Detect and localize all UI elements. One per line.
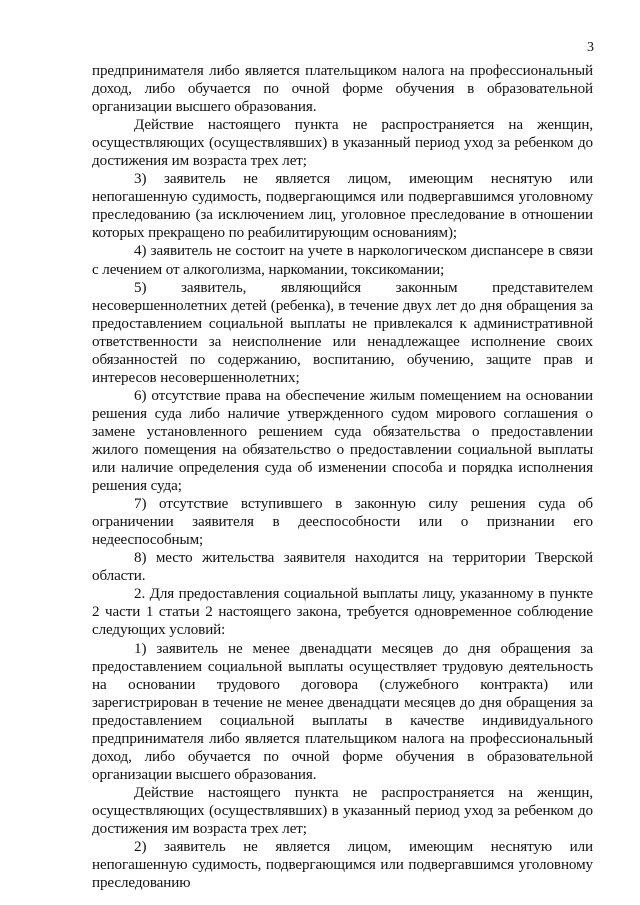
paragraph-section-2-exception-note: Действие настоящего пункта не распространяется на женщин, осуществляющих (осуществлявших) в указанный период уход за ребенком до достижения им возраста трех лет;	[92, 784, 593, 837]
paragraph-exception-note: Действие настоящего пункта не распространяется на женщин, осуществляющих (осуществлявших) в указанный период уход за ребенком до достижения им возраста трех лет;	[92, 117, 593, 170]
paragraph-condition-3: 3) заявитель не является лицом, имеющим неснятую или непогашенную судимость, подвергающимся или подвергавшимся уголовному преследованию (за исключением лиц, уголовное преследование в отношении которых прекращено по реабилитирующим основаниям);	[92, 171, 593, 242]
paragraph-section-2-condition-2: 2) заявитель не является лицом, имеющим неснятую или непогашенную судимость, подвергающимся или подвергавшимся уголовному преследованию	[92, 839, 593, 892]
paragraph-condition-8: 8) место жительства заявителя находится на территории Тверской области.	[92, 550, 593, 585]
paragraph-condition-5: 5) заявитель, являющийся законным представителем несовершеннолетних детей (ребенка), в течение двух лет до дня обращения за предоставлением социальной выплаты не привлекался к административной ответственности за неисполнение или ненадлежащее исполнение своих обязанностей по содержанию, воспитанию, обучению, защите прав и интересов несовершеннолетних;	[92, 279, 593, 386]
page-number: 3	[587, 40, 594, 55]
paragraph-section-2: 2. Для предоставления социальной выплаты лицу, указанному в пункте 2 части 1 статьи 2 настоящего закона, требуется одновременное соблюдение следующих условий:	[92, 586, 593, 639]
paragraph-continuation: предпринимателя либо является плательщиком налога на профессиональный доход, либо обучается по очной форме обучения в образовательной организации высшего образования.	[92, 63, 593, 116]
paragraph-condition-7: 7) отсутствие вступившего в законную силу решения суда об ограничении заявителя в дееспособности или о признании его недееспособным;	[92, 496, 593, 549]
document-body	[92, 62, 593, 892]
paragraph-condition-4: 4) заявитель не состоит на учете в наркологическом диспансере в связи с лечением от алкоголизма, наркомании, токсикомании;	[92, 243, 593, 278]
paragraph-section-2-condition-1: 1) заявитель не менее двенадцати месяцев до дня обращения за предоставлением социальной выплаты осуществляет трудовую деятельность на основании трудового договора (служебного контракта) или зарегистрирован в течение не менее двенадцати месяцев до дня обращения за предоставлением социальной выплаты в качестве индивидуального предпринимателя либо является плательщиком налога на профессиональный доход, либо обучается по очной форме обучения в образовательной организации высшего образования.	[92, 640, 593, 783]
paragraph-condition-6: 6) отсутствие права на обеспечение жилым помещением на основании решения суда либо наличие утвержденного судом мирового соглашения о замене установленного решением суда обязательства о предоставлении жилого помещения на обязательство о предоставлении социальной выплаты или наличие определения суда об изменении способа и порядка исполнения решения суда;	[92, 387, 593, 495]
